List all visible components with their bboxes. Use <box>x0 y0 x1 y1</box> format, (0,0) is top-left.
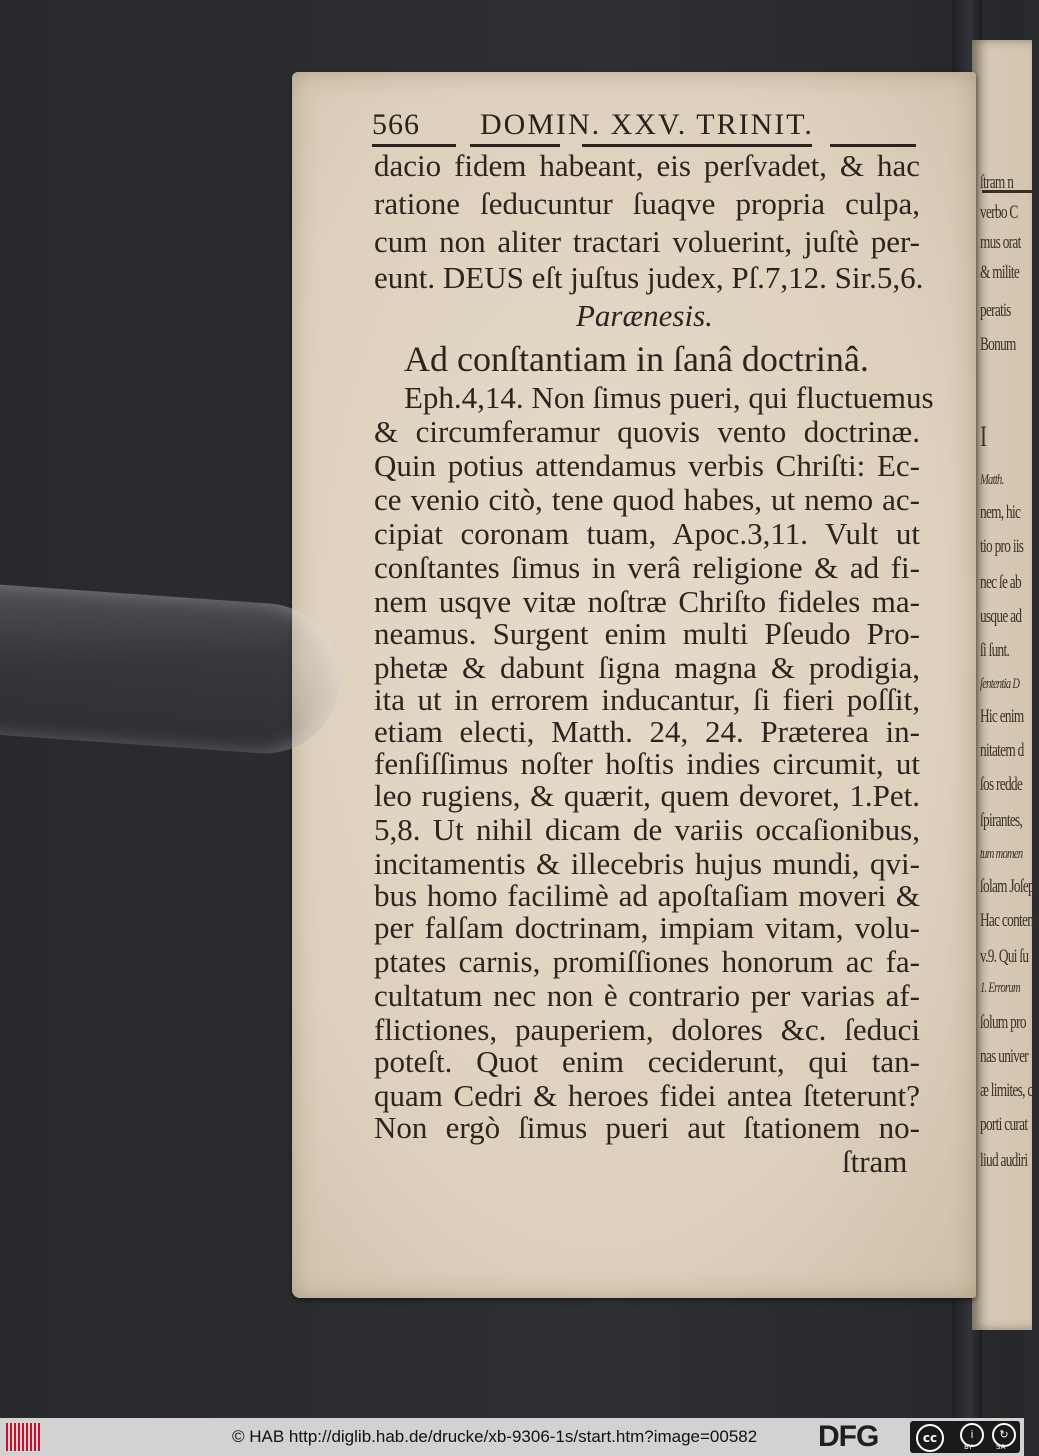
facing-line: ſi ſunt. <box>980 640 1010 661</box>
text-line: incitamentis & illecebris hujus mundi, qvi- <box>374 846 920 881</box>
by-icon: i <box>960 1423 984 1447</box>
text-line: Non ergò ſimus pueri aut ſtationem no- <box>374 1110 920 1145</box>
text-line: bus homo facilimè ad apoſtaſiam moveri & <box>374 878 920 913</box>
facing-line: liud audiri <box>980 1150 1028 1171</box>
section-subheading: Ad conſtantiam in ſanâ doctrinâ. <box>404 339 869 379</box>
facing-line: tio pro iis <box>980 536 1024 557</box>
header-rule <box>830 144 916 147</box>
text-line: quam Cedri & heroes fidei antea ſteterunt? <box>374 1078 920 1113</box>
facing-line: ſolam Joſep <box>980 876 1034 897</box>
facing-line: nitatem d <box>980 740 1024 761</box>
text-line: & circumferamur quovis vento doctrinæ. <box>374 414 920 449</box>
scanner-glove-finger <box>0 584 345 759</box>
facing-line: usque ad <box>980 606 1022 627</box>
header-rule <box>470 144 560 147</box>
header-rule <box>372 144 456 147</box>
facing-line: & milite <box>980 262 1020 283</box>
facing-line: I <box>980 420 987 453</box>
facing-line: v.9. Qui ſu <box>980 946 1029 967</box>
hab-logo-icon <box>6 1423 42 1451</box>
catchword: ſtram <box>842 1144 908 1179</box>
text-line: ratione ſeducuntur ſuaqve propria culpa, <box>374 186 920 221</box>
facing-page <box>972 40 1039 1330</box>
text-line: fenſiſſimus noſter hoſtis indies circumit, ut <box>374 746 920 781</box>
facing-line: ſpirantes, <box>980 810 1023 831</box>
page-number: 566 <box>372 108 420 141</box>
facing-line: ſtram n <box>980 172 1014 193</box>
text-line: 5,8. Ut nihil dicam de variis occaſionibus, <box>374 812 920 847</box>
facing-line: mus orat <box>980 232 1021 253</box>
sa-icon: ↻ <box>992 1423 1016 1447</box>
text-line: ce venio citò, tene quod habes, ut nemo ac- <box>374 482 920 517</box>
text-line: Eph.4,14. Non ſimus pueri, qui fluctuemus <box>404 380 934 415</box>
text-line: leo rugiens, & quærit, quem devoret, 1.Pet. <box>374 778 920 813</box>
running-header <box>372 104 916 148</box>
facing-line: Hic enim <box>980 706 1024 727</box>
facing-line: nec ſe ab <box>980 572 1021 593</box>
text-line: phetæ & dabunt ſigna magna & prodigia, <box>374 650 920 685</box>
text-line: cultatum nec non è contrario per varias af- <box>374 978 920 1013</box>
facing-line: Matth. <box>980 472 1004 488</box>
viewer-footer <box>0 1418 1024 1456</box>
text-line: poteſt. Quot enim ceciderunt, qui tan- <box>374 1044 920 1079</box>
text-line: per falſam doctrinam, impiam vitam, volu- <box>374 910 920 945</box>
text-line: eunt. DEUS eſt juſtus judex, Pſ.7,12. Sir.5,6. <box>374 260 924 295</box>
text-line: ita ut in errorem inducantur, ſi fieri poſſit, <box>374 682 920 717</box>
text-line: neamus. Surgent enim multi Pſeudo Pro- <box>374 616 920 651</box>
facing-line: Bonum <box>980 334 1016 355</box>
text-line: cum non aliter tractari voluerint, juſtè per- <box>374 224 920 259</box>
cc-icon: cc <box>916 1424 944 1452</box>
text-line: dacio fidem habeant, eis perſvadet, & hac <box>374 148 920 183</box>
facing-line: peratis <box>980 300 1011 321</box>
copyright-link[interactable]: © HAB http://diglib.hab.de/drucke/xb-9306-1s/start.htm?image=00582 <box>232 1427 758 1446</box>
facing-line: Hac contenti <box>980 910 1039 931</box>
text-line: cipiat coronam tuam, Apoc.3,11. Vult ut <box>374 516 920 551</box>
sa-label: SA <box>996 1443 1006 1451</box>
facing-line: æ limites, c <box>980 1080 1033 1101</box>
facing-line: ſos redde <box>980 774 1023 795</box>
license-badge-icon[interactable] <box>910 1421 1020 1453</box>
text-line: nem usqve vitæ noſtræ Chriſto fideles ma- <box>374 584 920 619</box>
text-line: flictiones, pauperiem, dolores &c. ſeduci <box>374 1012 920 1047</box>
facing-line: nas univer <box>980 1046 1029 1067</box>
by-label: BY <box>964 1443 973 1451</box>
section-rubric: Parænesis. <box>576 298 713 333</box>
text-line: Quin potius attendamus verbis Chriſti: Ec- <box>374 448 920 483</box>
running-title: DOMIN. XXV. TRINIT. <box>480 108 814 141</box>
header-rule <box>582 144 812 147</box>
facing-line: 1. Errorum <box>980 980 1020 996</box>
dfg-logo: DFG <box>818 1420 879 1453</box>
facing-line: verbo C <box>980 202 1018 223</box>
facing-line: ſolum pro <box>980 1012 1026 1033</box>
facing-line: tum momen <box>980 846 1023 862</box>
text-line: etiam electi, Matth. 24, 24. Præterea in- <box>374 714 920 749</box>
facing-line: ſententia D <box>980 676 1020 692</box>
text-line: conſtantes ſimus in verâ religione & ad fi- <box>374 550 920 585</box>
facing-line: nem, hic <box>980 502 1021 523</box>
facing-line: porti curat <box>980 1114 1028 1135</box>
text-line: ptates carnis, promiſſiones honorum ac fa- <box>374 944 920 979</box>
